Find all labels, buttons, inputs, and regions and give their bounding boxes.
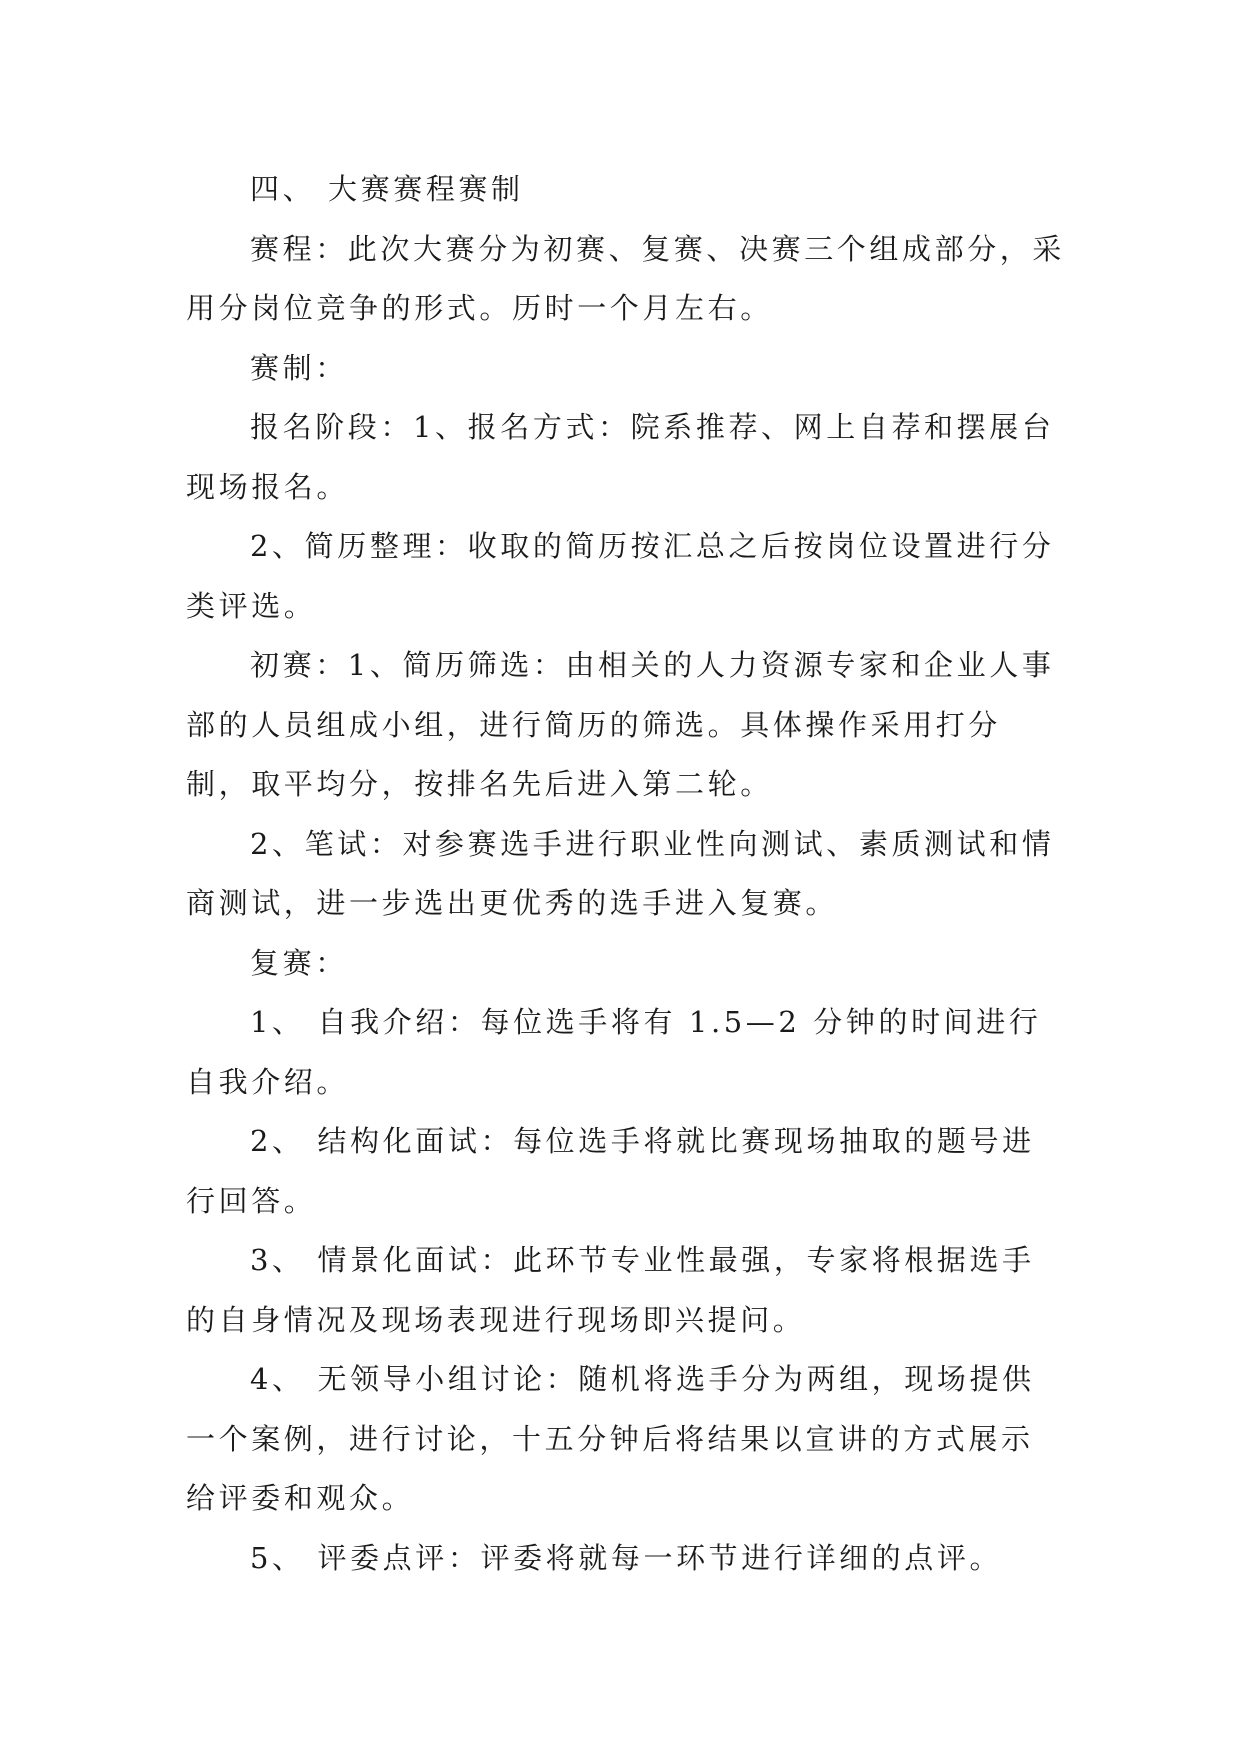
paragraph-self-introduction: 1、 自我介绍：每位选手将有 1.5—2 分钟的时间进行自我介绍。 xyxy=(186,1005,1042,1099)
paragraph-group-discussion: 4、 无领导小组讨论：随机将选手分为两组，现场提供一个案例，进行讨论，十五分钟后将结果以宣讲的方式展示给评委和观众。 xyxy=(186,1362,1035,1515)
paragraph-situational-interview: 3、 情景化面试：此环节专业性最强，专家将根据选手的自身情况及现场表现进行现场即兴提问。 xyxy=(186,1243,1035,1337)
section-heading: 四、 大赛赛程赛制 xyxy=(250,172,524,206)
paragraph-semifinal-heading: 复赛： xyxy=(250,945,348,980)
paragraph-schedule: 赛程：此次大赛分为初赛、复赛、决赛三个组成部分，采用分岗位竞争的形式。历时一个月左右。 xyxy=(186,231,1066,325)
paragraph-judge-comments: 5、 评委点评：评委将就每一环节进行详细的点评。 xyxy=(250,1540,1003,1575)
paragraph-structured-interview: 2、 结构化面试：每位选手将就比赛现场抽取的题号进行回答。 xyxy=(186,1124,1035,1218)
paragraph-written-test: 2、笔试：对参赛选手进行职业性向测试、素质测试和情商测试，进一步选出更优秀的选手进入复赛。 xyxy=(186,826,1055,920)
paragraph-registration: 报名阶段：1、报名方式：院系推荐、网上自荐和摆展台现场报名。 xyxy=(186,410,1055,504)
paragraph-preliminary-screening: 初赛：1、简历筛选：由相关的人力资源专家和企业人事部的人员组成小组，进行简历的筛选。具体操作采用打分制，取平均分，按排名先后进入第二轮。 xyxy=(186,648,1055,801)
paragraph-format-heading: 赛制： xyxy=(250,350,348,385)
paragraph-resume-sorting: 2、简历整理：收取的简历按汇总之后按岗位设置进行分类评选。 xyxy=(186,529,1055,623)
document-body xyxy=(186,160,1066,1588)
